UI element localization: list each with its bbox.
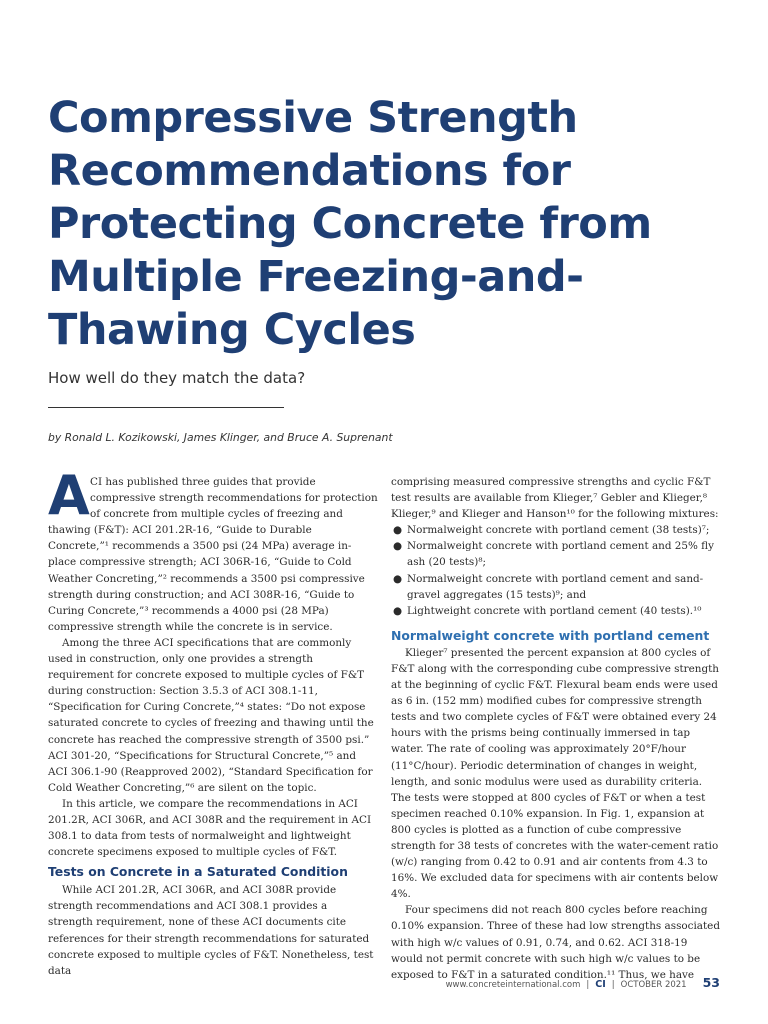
paragraph: thawing (F&T): ACI 201.2R-16, “Guide to Durable Concrete,”¹ recommends a 3500 psi (24 MPa) average in-place compressive strength; ACI 306R-16, “Guide to Cold Weather Concreting,”² recommends a 3500 psi compressive strength during construction; and ACI 308R-16, “Guide to Curing Concrete,”³ recommends a 4000 psi (28 MPa) compressive strength while the concrete is in service. [48,524,365,633]
divider-rule [48,407,284,408]
intro-paragraph [48,464,378,635]
list-item [391,603,721,619]
right-column [391,474,721,983]
issue-date: OCTOBER 2021 [620,980,687,990]
list-item [391,571,721,603]
text-line: CI has published three guides that provide [90,476,316,488]
magazine-abbrev: CI [595,979,606,990]
footer-url[interactable]: www.concreteinternational.com [445,980,581,990]
list-item [391,522,721,538]
title-line: Recommendations for [48,146,571,196]
paragraph: While ACI 201.2R, ACI 306R, and ACI 308R provide strength recommendations and ACI 308.1 provides a strength requirement, none of these ACI documents cite references for their strength recommendations for saturated concrete exposed to multiple cycles of F&T. Nonetheless, test data [48,884,374,977]
text-line: of concrete from multiple cycles of freezing and [90,508,343,521]
text-line: compressive strength recommendations for protection [90,492,378,505]
list-item-text: Normalweight concrete with portland cement and sand-gravel aggregates (15 tests)⁹; and [407,572,704,601]
bullet-icon: ● [393,572,403,585]
drop-cap: A [48,464,90,527]
list-item [391,538,721,570]
page-footer [446,975,720,990]
article-subtitle: How well do they match the data? [48,369,306,387]
title-line: Multiple Freezing-and- [48,252,584,302]
byline: by Ronald L. Kozikowski, James Klinger, and Bruce A. Suprenant [48,431,393,444]
footer-separator: | [611,980,615,990]
left-column [48,464,378,979]
article-title [48,92,728,357]
bullet-icon: ● [393,604,403,617]
list-item-text: Normalweight concrete with portland cement and 25% fly ash (20 tests)⁸; [407,540,714,569]
subsection-heading: Normalweight concrete with portland cement [391,627,710,643]
paragraph: Klieger⁷ presented the percent expansion at 800 cycles of F&T along with the corresponding cube compressive strength at the beginning of cyclic F&T. Flexural beam ends were used as 6 in. (152 mm) modified cubes for compressive strength tests and two complete cycles of F&T were obtained every 24 hours with the prisms being continually immersed in tap water. The rate of cooling was approximately 20°F/hour (11°C/hour). Periodic determination of changes in weight, length, and sonic modulus were used as durability criteria. The tests were stopped at 800 cycles of F&T or when a test specimen reached 0.10% expansion. In Fig. 1, expansion at 800 cycles is plotted as a function of cube compressive strength for 38 tests of concretes with the water-cement ratio (w/c) ranging from 0.42 to 0.91 and air contents from 4.3 to 16%. We excluded data for specimens with air contents below 4%. [391,646,719,901]
paragraph: comprising measured compressive strengths and cyclic F&T test results are available from Klieger,⁷ Gebler and Klieger,⁸ Klieger,⁹ and Klieger and Hanson¹⁰ for the following mixtures: [391,476,719,521]
footer-separator: | [586,980,590,990]
title-line: Protecting Concrete from [48,199,652,249]
paragraph: In this article, we compare the recommendations in ACI 201.2R, ACI 306R, and ACI 308R and the requirement in ACI 308.1 to data from tests of normalweight and lightweight concrete specimens exposed to multiple cycles of F&T. [48,797,372,859]
title-line: Compressive Strength [48,93,578,143]
title-line: Thawing Cycles [48,305,416,355]
bullet-icon: ● [393,540,403,553]
mixture-list [391,522,721,619]
list-item-text: Normalweight concrete with portland cement (38 tests)⁷; [407,524,710,537]
paragraph: Among the three ACI specifications that are commonly used in construction, only one provides a strength requirement for concrete exposed to multiple cycles of F&T during construction: Section 3.5.3 of ACI 308.1-11, “Specification for Curing Concrete,”⁴ states: “Do not expose saturated concrete to cycles of freezing and thawing until the concrete has reached the compressive strength of 3500 psi.” ACI 301-20, “Specifications for Structural Concrete,”⁵ and ACI 306.1-90 (Reapproved 2002), “Standard Specification for Cold Weather Concreting,”⁶ are silent on the topic. [48,636,374,794]
section-heading: Tests on Concrete in a Saturated Condition [48,864,348,880]
list-item-text: Lightweight concrete with portland cement (40 tests).¹⁰ [407,604,702,617]
paragraph: Four specimens did not reach 800 cycles before reaching 0.10% expansion. Three of these had low strengths associated with high w/c values of 0.91, 0.74, and 0.62. ACI 318-19 would not permit concrete with such high w/c values to be exposed to F&T in a saturated condition.¹¹ Thus, we have [391,904,720,981]
page-number: 53 [702,975,720,990]
bullet-icon: ● [393,524,403,537]
